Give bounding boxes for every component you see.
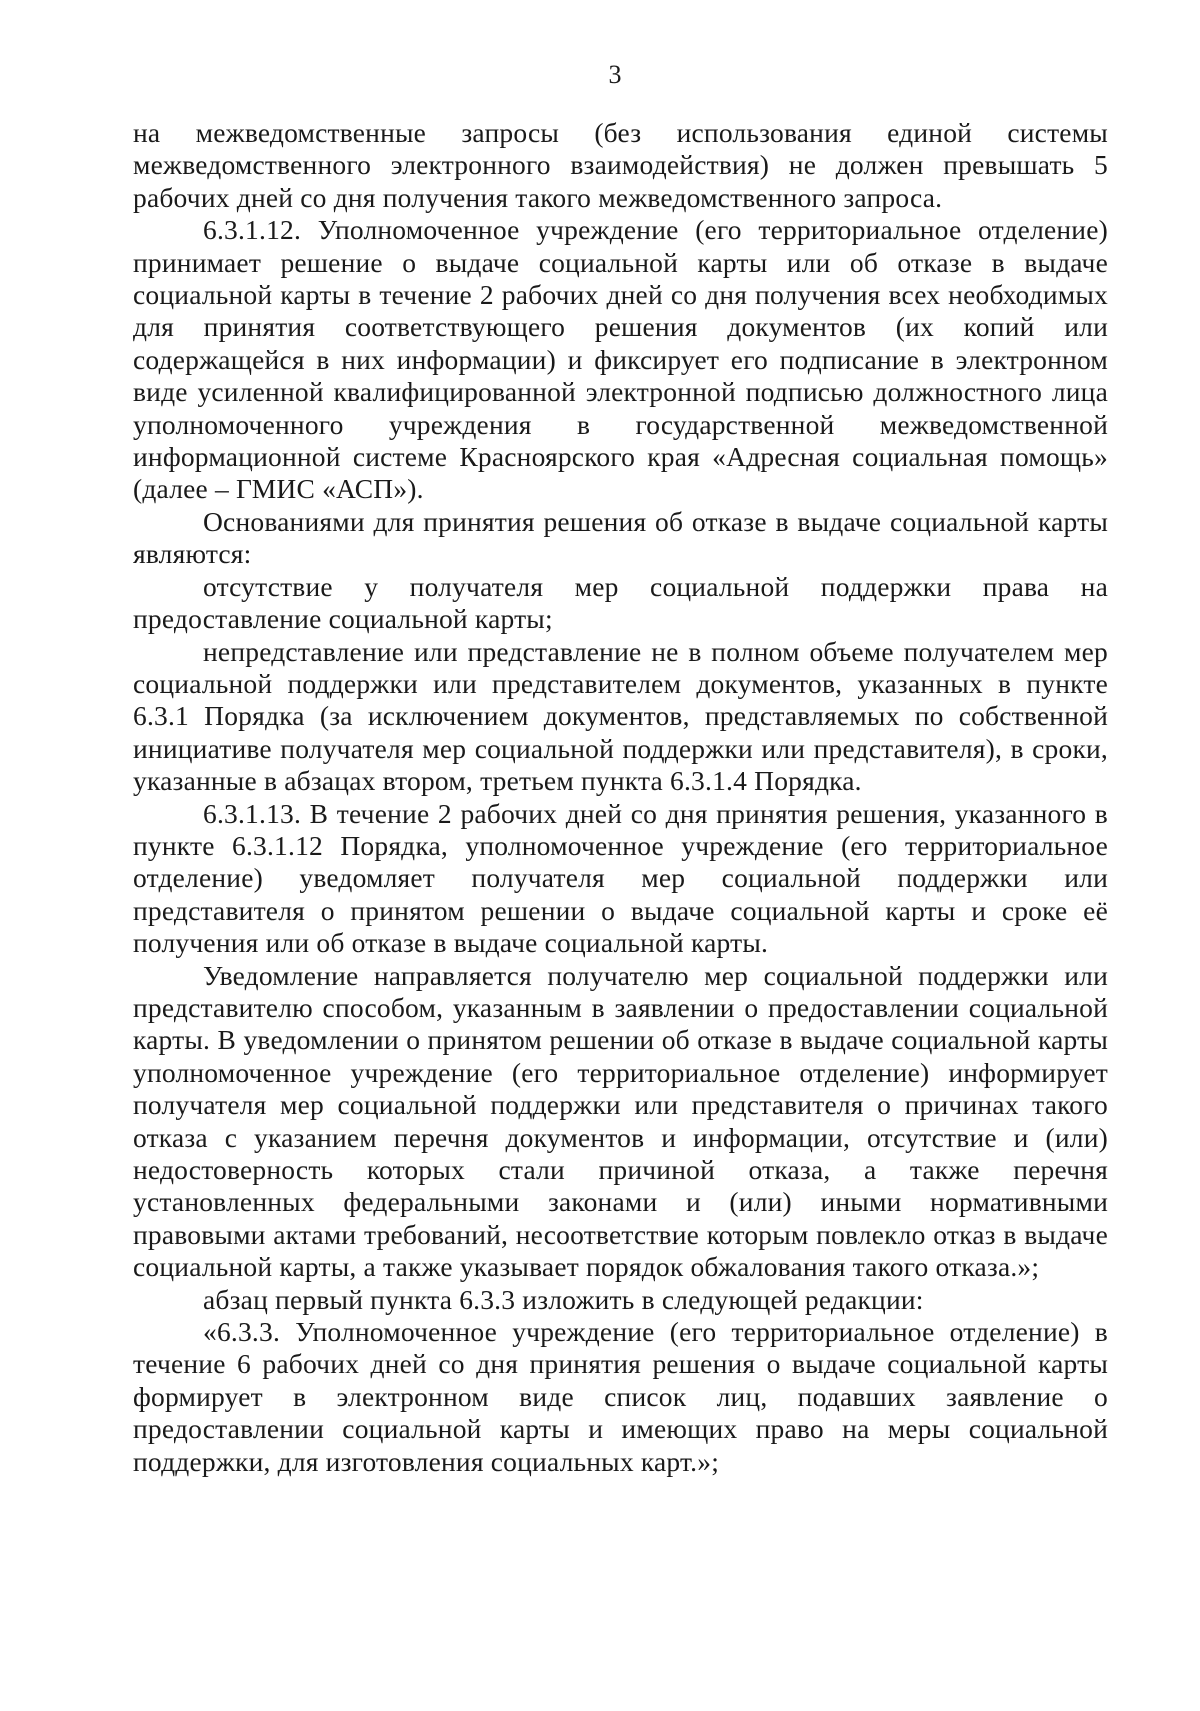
paragraph-5: непредставление или представление не в полном объеме получателем мер социальной поддержки или представителем документов, указанных в пункте 6.3.1 Порядка (за исключением документов, представляемых по собственной инициативе получателя мер социальной поддержки или представителя), в сроки, указанные в абзацах втором, третьем пункта 6.3.1.4 Порядка. — [133, 635, 1108, 797]
paragraph-3: Основаниями для принятия решения об отказе в выдаче социальной карты являются: — [133, 505, 1108, 570]
document-body — [133, 117, 1108, 1478]
paragraph-1: на межведомственные запросы (без использования единой системы межведомственного электронного взаимодействия) не должен превышать 5 рабочих дней со дня получения такого межведомственного запроса. — [133, 117, 1108, 213]
paragraph-9: «6.3.3. Уполномоченное учреждение (его территориальное отделение) в течение 6 рабочих дней со дня принятия решения о выдаче социальной карты формирует в электронном виде список лиц, подавших заявление о предоставлении социальной карты и имеющих право на меры социальной поддержки, для изготовления социальных карт.»; — [133, 1316, 1108, 1477]
paragraph-6: 6.3.1.13. В течение 2 рабочих дней со дня принятия решения, указанного в пункте 6.3.1.12 Порядка, уполномоченное учреждение (его территориальное отделение) уведомляет получателя мер социальной поддержки или представителя о принятом решении о выдаче социальной карты и сроке её получения или об отказе в выдаче социальной карты. — [133, 797, 1108, 959]
page-number: 3 — [608, 60, 622, 89]
paragraph-2: 6.3.1.12. Уполномоченное учреждение (его территориальное отделение) принимает решение о выдаче социальной карты или об отказе в выдаче социальной карты в течение 2 рабочих дней со дня получения всех необходимых для принятия соответствующего решения документов (их копий или содержащейся в них информации) и фиксирует его подписание в электронном виде усиленной квалифицированной электронной подписью должностного лица уполномоченного учреждения в государственной межведомственной информационной системе Красноярского края «Адресная социальная помощь» (далее – ГМИС «АСП»). — [133, 214, 1108, 505]
paragraph-8: абзац первый пункта 6.3.3 изложить в следующей редакции: — [203, 1283, 924, 1315]
paragraph-4: отсутствие у получателя мер социальной поддержки права на предоставление социальной карты; — [133, 570, 1108, 635]
paragraph-7: Уведомление направляется получателю мер социальной поддержки или представителю способом, указанным в заявлении о предоставлении социальной карты. В уведомлении о принятом решении об отказе в выдаче социальной карты уполномоченное учреждение (его территориальное отделение) информирует получателя мер социальной поддержки или представителя о причинах такого отказа с указанием перечня документов и информации, отсутствие и (или) недостоверность которых стали причиной отказа, а также перечня установленных федеральными законами и (или) иными нормативными правовыми актами требований, несоответствие которым повлекло отказ в выдаче социальной карты, а также указывает порядок обжалования такого отказа.»; — [133, 959, 1108, 1283]
